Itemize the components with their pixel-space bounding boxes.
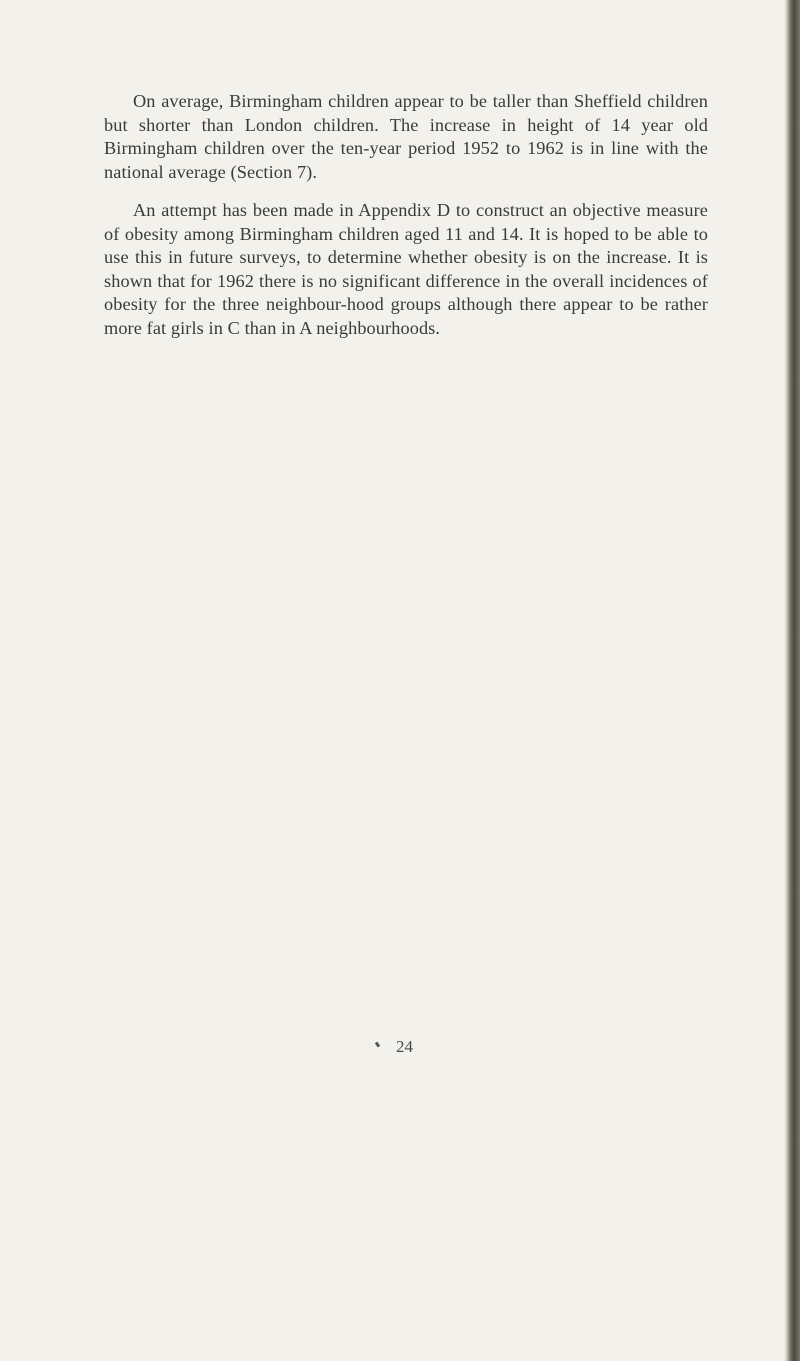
page-number: 24 [396,1037,413,1056]
book-binding-edge [786,0,800,1361]
paragraph-height-comparison: On average, Birmingham children appear to be taller than Sheffield children but shorter than London children. The increase in height of 14 year old Birmingham children over the ten-year period 1952 to 1962 is in line with the national average (Section 7). [104,91,708,182]
paragraph-obesity-measure: An attempt has been made in Appendix D to construct an objective measure of obesity among Birmingham children aged 11 and 14. It is hoped to be able to use this in future surveys, to determine whether obesity is on the increase. It is shown that for 1962 there is no significant difference in the overall incidences of obesity for the three neighbour-hood groups although there appear to be rather more fat girls in C than in A neighbourhoods. [104,200,708,338]
page-body [104,90,708,340]
print-mark [375,1042,380,1048]
